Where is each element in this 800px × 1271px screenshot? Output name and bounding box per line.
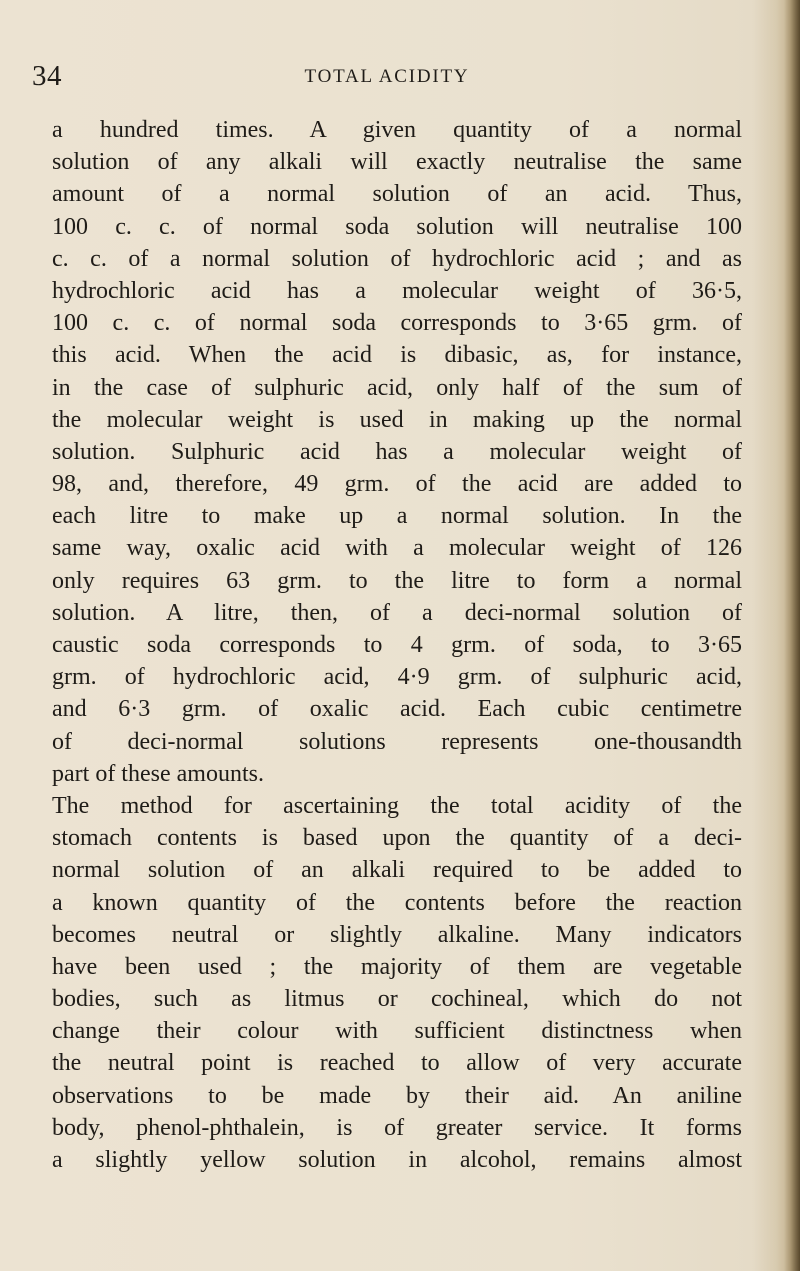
text-line: of deci-normal solutions represents one-thousandth <box>52 728 742 755</box>
text-line: normal solution of an alkali required to be added to <box>52 857 742 884</box>
text-line: bodies, such as litmus or cochineal, which do not <box>52 986 742 1013</box>
running-title: TOTAL ACIDITY <box>304 66 470 87</box>
text-line: solution. A litre, then, of a deci-normal solution of <box>52 599 742 626</box>
page-header <box>32 60 732 100</box>
text-line: grm. of hydrochloric acid, 4·9 grm. of sulphuric acid, <box>52 664 742 691</box>
text-line: the neutral point is reached to allow of very accurate <box>52 1050 742 1077</box>
text-line: 100 c. c. of normal soda corresponds to 3·65 grm. of <box>52 310 742 337</box>
page-number: 34 <box>32 60 62 92</box>
paragraph-end-line: part of these amounts. <box>52 760 264 787</box>
text-line: caustic soda corresponds to 4 grm. of soda, to 3·65 <box>52 632 742 658</box>
text-line: a slightly yellow solution in alcohol, remains almost <box>52 1147 742 1173</box>
text-line: same way, oxalic acid with a molecular weight of 126 <box>52 535 742 562</box>
text-line: have been used ; the majority of them are vegetable <box>52 953 742 980</box>
text-line: this acid. When the acid is dibasic, as, for instance, <box>52 342 742 369</box>
text-line: body, phenol-phthalein, is of greater service. It forms <box>52 1114 742 1141</box>
text-line: solution. Sulphuric acid has a molecular weight of <box>52 438 742 465</box>
text-line: 98, and, therefore, 49 grm. of the acid are added to <box>52 471 742 498</box>
text-line: becomes neutral or slightly alkaline. Many indicators <box>52 921 742 948</box>
text-line: only requires 63 grm. to the litre to form a normal <box>52 567 742 594</box>
page-binding-edge <box>784 0 800 1271</box>
text-line: change their colour with sufficient distinctness when <box>52 1018 742 1045</box>
text-line: a hundred times. A given quantity of a normal <box>52 117 742 143</box>
text-line: in the case of sulphuric acid, only half of the sum of <box>52 374 742 401</box>
text-line: c. c. of a normal solution of hydrochloric acid ; and as <box>52 245 742 272</box>
text-line: the molecular weight is used in making up the normal <box>52 406 742 433</box>
text-line: amount of a normal solution of an acid. Thus, <box>52 181 742 208</box>
text-line: hydrochloric acid has a molecular weight of 36·5, <box>52 277 742 304</box>
text-line: stomach contents is based upon the quantity of a deci- <box>52 825 742 852</box>
text-line: observations to be made by their aid. An aniline <box>52 1082 742 1109</box>
body-text <box>52 114 742 1176</box>
text-line: a known quantity of the contents before the reaction <box>52 889 742 916</box>
text-line: solution of any alkali will exactly neutralise the same <box>52 149 742 176</box>
text-line: and 6·3 grm. of oxalic acid. Each cubic centimetre <box>52 696 742 723</box>
text-line: The method for ascertaining the total acidity of the <box>52 792 742 819</box>
text-line: 100 c. c. of normal soda solution will neutralise 100 <box>52 213 742 240</box>
text-line: each litre to make up a normal solution. In the <box>52 503 742 530</box>
